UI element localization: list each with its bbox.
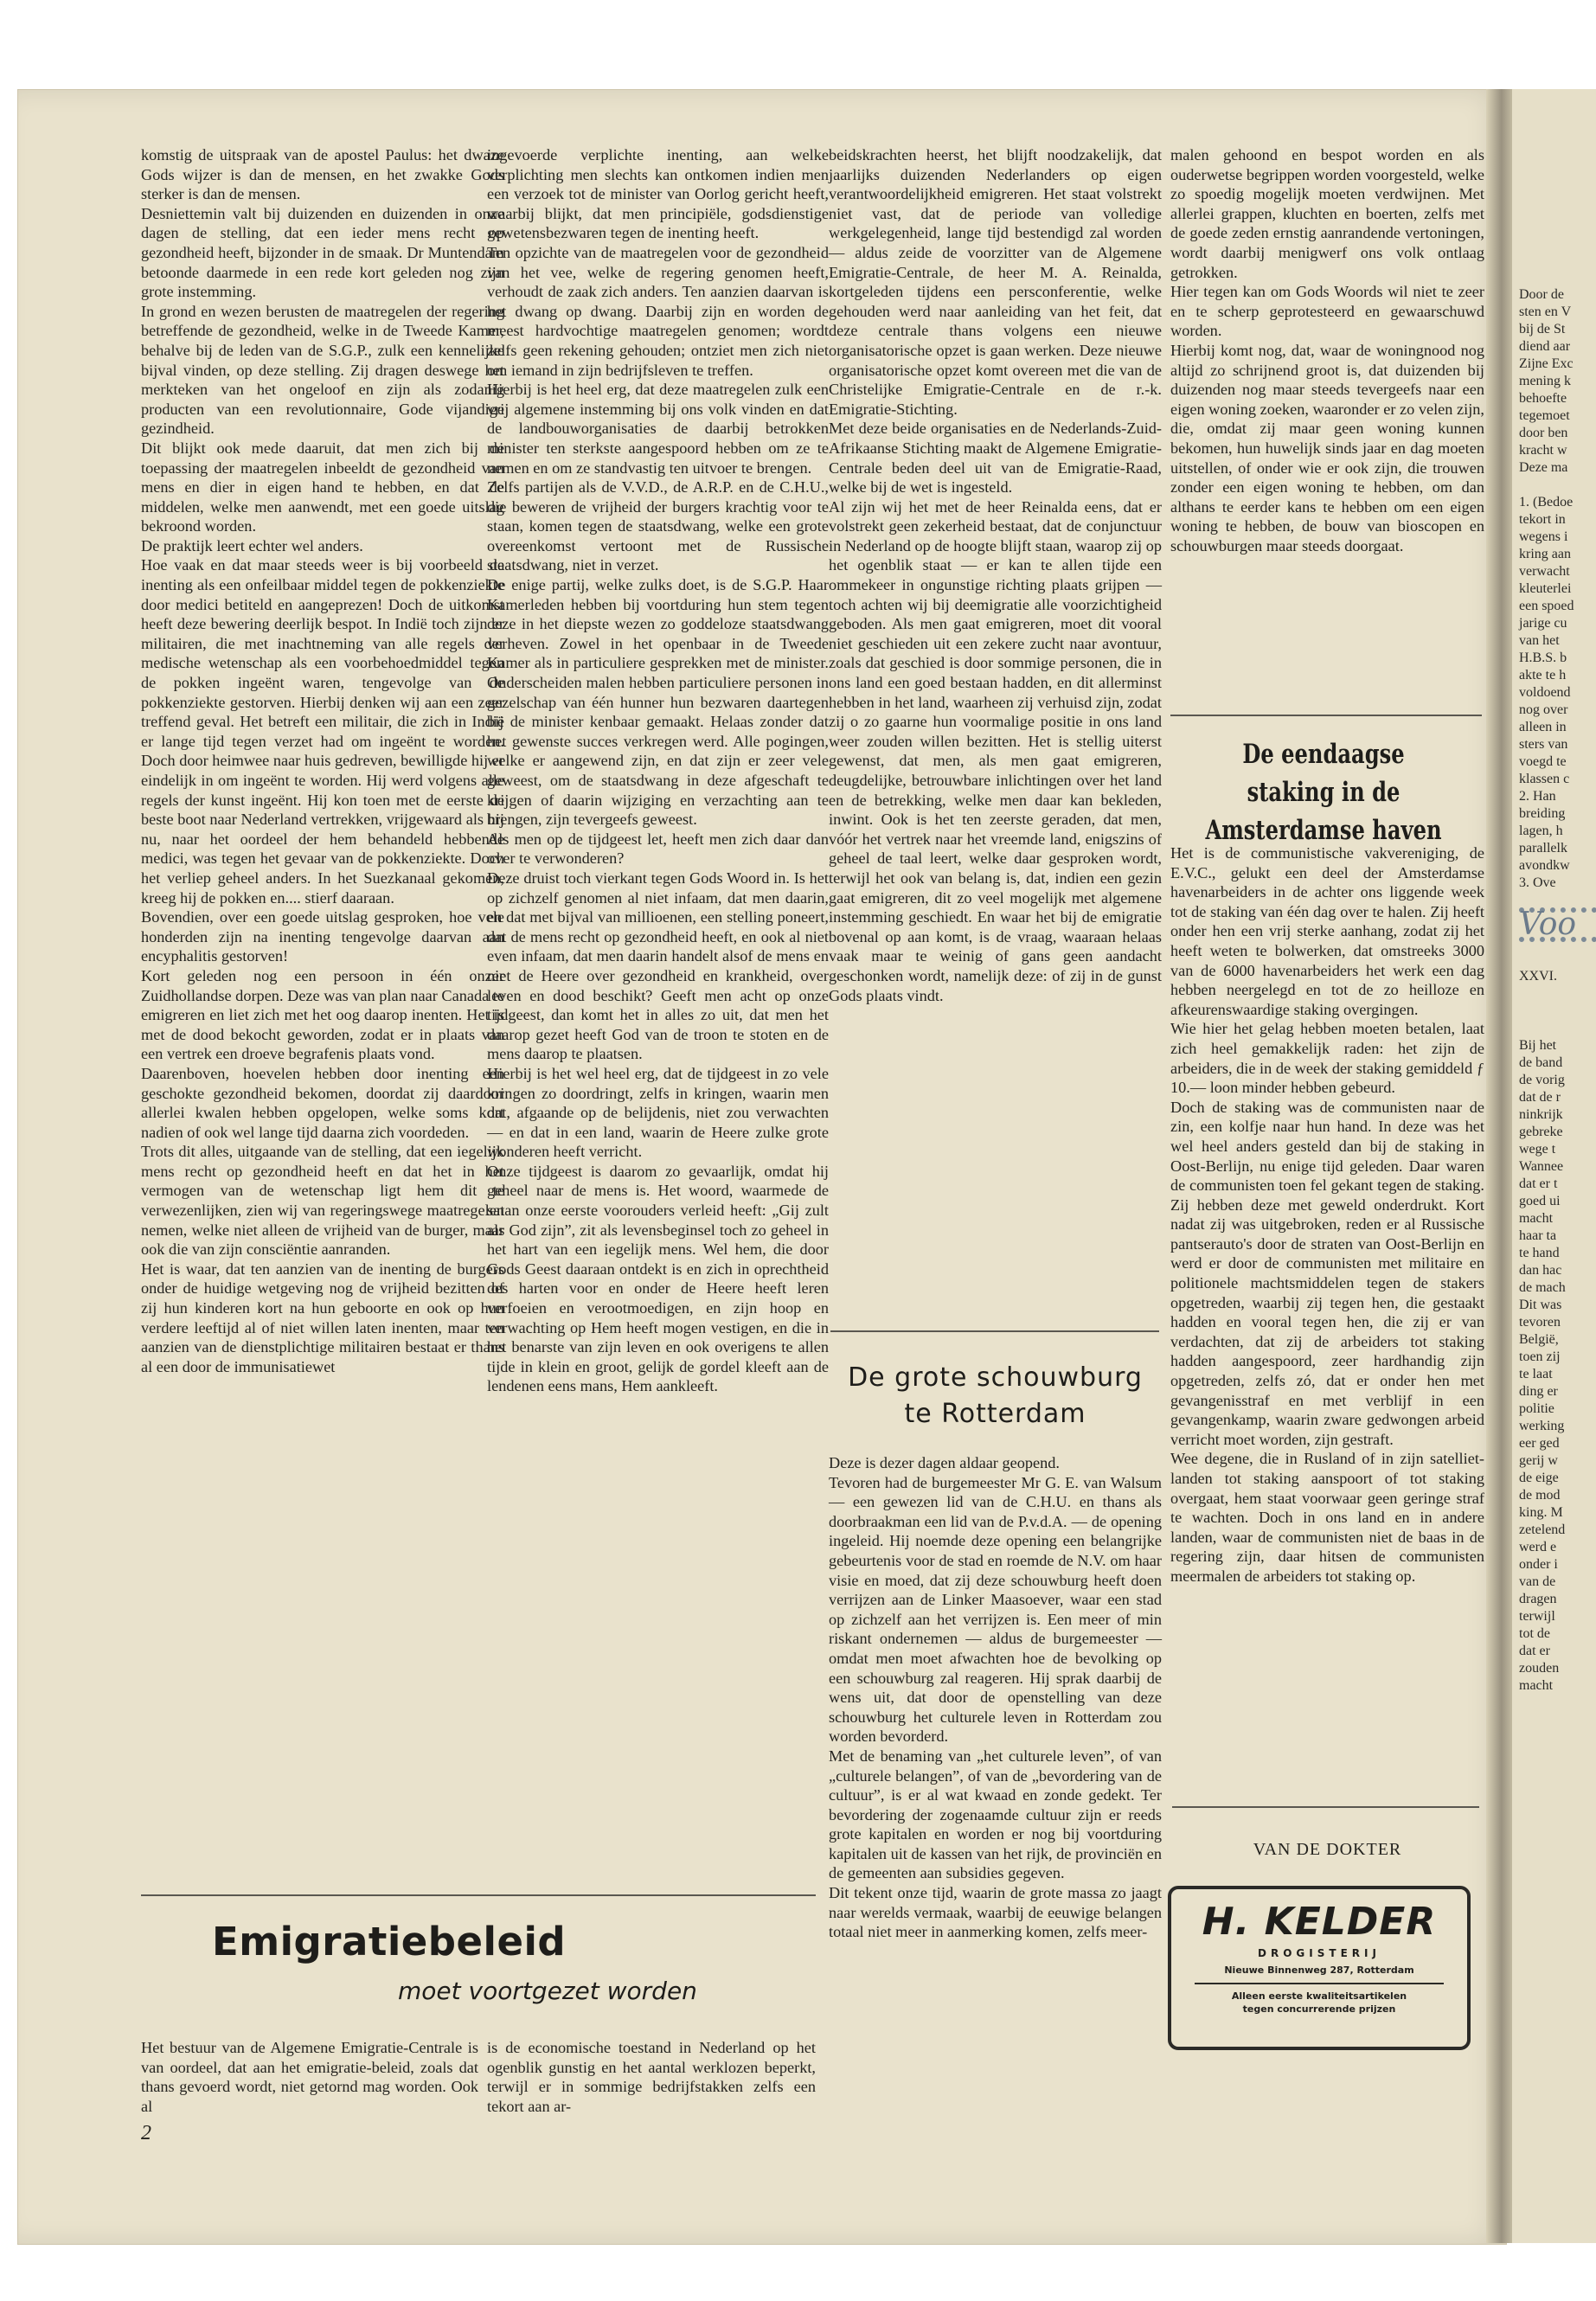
facing-page-line: de band: [1519, 1055, 1563, 1070]
headline-schouwburg: [829, 1360, 1162, 1433]
paragraph: Desniettemin valt bij duizenden en duizenden in onze dagen de stelling, dat een ieder mens recht op gezondheid heeft, bijzonder in de smaak. Dr Muntendam betoonde daarmede in een rede kort geleden nog zijn grote instemming.: [141, 204, 504, 301]
separator-rule: [830, 1330, 1159, 1332]
facing-page-line: klassen c: [1519, 772, 1570, 786]
facing-page-line: macht: [1519, 1211, 1554, 1226]
paragraph: Zelfs partijen als de V.V.D., de A.R.P. en de C.H.U., die beweren de vrijheid der burgers krachtig voor te staan, komen tegen de staatsdwang, welke een grote overeenkomst vertoont met de Russische staatsdwang, niet in verzet.: [487, 478, 829, 574]
facing-page-line: te laat: [1519, 1367, 1553, 1381]
facing-page-line: kring aan: [1519, 547, 1571, 561]
facing-page-line: Deze ma: [1519, 460, 1568, 475]
paragraph: Dit blijkt ook mede daaruit, dat men zich bij de toepassing der maatregelen inbeeldt de gezondheid van mens en dier in eigen hand te hebben, en dat de middelen, welke men aanwendt, met een goede uitslag bekroond worden.: [141, 439, 504, 535]
facing-page-line: 1. (Bedoe: [1519, 495, 1574, 510]
paragraph: Als men op de tijdgeest let, heeft men zich daar dan over te verwonderen?: [487, 830, 829, 868]
paragraph: Deze is dezer dagen aldaar geopend.: [829, 1454, 1060, 1471]
facing-page-line: Bij het: [1519, 1038, 1557, 1053]
facing-page-line: voldoend: [1519, 685, 1571, 700]
headline-line: De grote schouwburg: [848, 1362, 1143, 1393]
facing-page-line: van de: [1519, 1574, 1556, 1589]
facing-page-line: avondkw: [1519, 858, 1570, 873]
facing-page-line: de mach: [1519, 1280, 1566, 1295]
separator-rule: [141, 1894, 816, 1896]
paragraph: Deze druist toch vierkant tegen Gods Woord in. Is het op zichzelf genomen al niet infaam, dat men daarin, en dat met bijval van millioenen, een stelling poneert, dat de mens recht op gezondheid heeft, en ook al niet even infaam, dat men daarin handelt alsof de mens en niet de Heere over gezondheid en krankheid, over leven en dood beschikt? Geeft men acht op onze tijdgeest, dan komt het in alles zo uit, dat men het daarop gezet heeft God van de troon te stoten en de mens daarop te plaatsen.: [487, 868, 829, 1063]
column-4-staking: [1170, 843, 1484, 1586]
facing-page-line: behoefte: [1519, 391, 1567, 406]
paragraph: malen gehoond en bespot worden en als ouderwetse begrippen worden voorgesteld, welke zo spoedig mogelijk moeten verdwijnen. Met allerlei grappen, kluchten en boerten, zelfs met de goede zeden ernstig aanrandende vertoningen, wordt daarbij menigwerf ons volk ontlaag getrokken.: [1170, 146, 1484, 281]
headline-line: te Rotterdam: [904, 1399, 1086, 1429]
facing-page-line: verwacht: [1519, 564, 1570, 579]
facing-page-line: eer ged: [1519, 1436, 1560, 1451]
headline-subtitle: moet voortgezet worden: [398, 1977, 697, 2005]
facing-page-line: wege t: [1519, 1142, 1556, 1157]
facing-page-line: tekort in: [1519, 512, 1566, 527]
facing-page-line: de eige: [1519, 1471, 1559, 1485]
facing-page-line: sten en V: [1519, 304, 1572, 319]
facing-page-line: dragen: [1519, 1592, 1557, 1606]
facing-page-line: gerij w: [1519, 1453, 1558, 1468]
paragraph: Met de benaming van „het culturele leven”, of van „culturele belangen”, of van de „bevordering van de cultuur”, is er al wat kwaad en zonde gedekt. Ter bevordering der zogenaamde cultuur zijn er reeds grote kapitalen en worden er nog bij voortduring kapitalen uit de kassen van het rijk, de provinciën en de gemeenten aan subsidies gegeven.: [829, 1747, 1162, 1882]
facing-page-line: de vorig: [1519, 1073, 1565, 1087]
book-gutter: [1486, 89, 1514, 2243]
paragraph: De enige partij, welke zulks doet, is de S.G.P. Haar Kamerleden hebben bij voortduring hun stem tegen deze in het diepste wezen zo goddeloze staatsdwang verheven. Zowel in het openbaar in de Tweede Kamer als in particuliere gesprekken met de minister. Onderscheiden malen hebben particuliere personen in gezelschap van één hunner hun bezwaren daartegen bij de minister kenbaar gemaakt. Helaas zonder dat het gewenste succes verkregen werd. Alle pogingen, welke er aangewend zijn, en dat zijn er zeer vele geweest, om de staatsdwang in deze afgeschaft te krijgen of daarin wijziging en verzachting aan te brengen, zijn tevergeefs geweest.: [487, 576, 829, 829]
facing-page-line: toen zij: [1519, 1349, 1561, 1364]
facing-page-line: Wannee: [1519, 1159, 1564, 1174]
facing-page-line: werking: [1519, 1419, 1565, 1433]
paragraph: Doch de staking was de communisten naar de zin, een kolfje naar hun hand. In deze was het wel heel anders gesteld dan bij de staking in Oost-Berlijn, nu enige tijd geleden. Daar waren de communisten toen fel gekant tegen de staking. Zij hebben deze met geweld onderdrukt. Kort nadat zij was uitgebroken, reden er al Russische pantserauto's door de straten van Oost-Berlijn en werd er door de communisten met militaire en politionele machtsmiddelen tegen de stakers opgetreden, waarbij zij tegen hen, die gestaakt hadden en vooral tegen hen, die zij er van verdachten, dat zij de arbeiders tot staking hadden aangespoord, zeer hardhandig zijn opgetreden, zelfs zó, dat er onder hen met gevangenisstraf en met verblijf in een gevangenkamp, waarin zware gedwongen arbeid verricht moet worden, zijn gestraft.: [1170, 1098, 1484, 1448]
facing-page-line: dan hac: [1519, 1263, 1562, 1278]
facing-page-line: diend aar: [1519, 339, 1571, 354]
paragraph: Hoe vaak en dat maar steeds weer is bij voorbeeld de inenting als een onfeilbaar middel tegen de pokkenziekte door medici betiteld en aangeprezen! Doch de uitkomst heeft deze bewering deerlijk bespot. In Indië toch zijn er militairen, die met inachtneming van alle regels der medische wetenschap als een voorbehoedmiddel tegen de pokken ingeënt waren, tengevolge van de pokkenziekte gestorven. Hierbij denken wij aan een zeer treffend geval. Het betreft een militair, die zich in Indië er lange tijd tegen verzet had om ingeënt te worden. Doch door heimwee naar huis gedreven, bewilligde hij er eindelijk in om ingeënt te worden. Hij werd volgens alle regels der kunst ingeënt. Hij kon toen met de eerste de beste boot naar Nederland vertrekken, vrijgewaard als hij nu, naar het oordeel der hem behandeld hebbende medici, was tegen het gevaar van de pokkenziekte. Doch het verliep geheel anders. In het Suezkanaal gekomen, kreeg hij de pokken en.... stierf daaraan.: [141, 556, 504, 907]
paragraph: ingevoerde verplichte inenting, aan welke verplichting men slechts kan ontkomen indien men een verzoek tot de minister van Oorlog gericht heeft, waarbij blijkt, dat men principiële, godsdienstige gewetensbezwaren tegen de inenting heeft.: [487, 146, 829, 242]
paragraph: is de economische toestand in Nederland op het ogenblik gunstig en het aantal werklozen beperkt, terwijl er in sommige bedrijfstakken zelfs een tekort aan ar-: [487, 2039, 816, 2116]
paragraph: In grond en wezen berusten de maatregelen der regering betreffende de gezondheid, welke in de Tweede Kamer, behalve bij de leden van de S.G.P., zulk een kennelijke bijval vinden, op deze stelling. Zij dragen deswege het merkteken van het ongeloof en zijn als zodanig producten van een revolutionnaire, Gode vijandige gezindheid.: [141, 302, 504, 438]
facing-page-line: [1512, 477, 1596, 494]
paragraph: Kort geleden nog een persoon in één onzer Zuidhollandse dorpen. Deze was van plan naar Canada te emigreren en liet zich met het oog daarop inenten. Het is met de dood bekocht geworden, zodat er in plaats van een vertrek een droeve begrafenis plaats vond.: [141, 966, 504, 1063]
paragraph: komstig de uitspraak van de apostel Paulus: het dwaze Gods wijzer is dan de mensen, en het zwakke Gods sterker is dan de mensen.: [141, 146, 504, 203]
facing-page-line: gebreke: [1519, 1125, 1563, 1139]
facing-page-line: kracht w: [1519, 443, 1567, 458]
facing-page-line: te hand: [1519, 1246, 1560, 1260]
facing-page-line: voegd te: [1519, 754, 1567, 769]
facing-page-line: de mod: [1519, 1488, 1561, 1503]
paragraph: Onze tijdgeest is daarom zo gevaarlijk, omdat hij geheel naar de mens is. Het woord, waarmede de satan onze eerste voorouders verleid heeft: „Gij zult als God zijn”, zit als levensbeginsel toch zo geheel in het hart van een iegelijk mens. Wel hem, die door Gods Geest daaraan ontdekt is en zich in oprechtheid des harten voor en onder de Heere heeft leren verfoeien en verootmoedigen, en zijn hoop en verwachting op Hem heeft mogen vestigen, en die in het benarste van zijn leven en ook overigens te allen tijde in klein en groot, gelijk de gordel kleeft aan de lendenen eens mans, Hem aankleeft.: [487, 1162, 829, 1395]
facing-page-line: tegemoet: [1519, 408, 1570, 423]
facing-page-line: breiding: [1519, 806, 1566, 821]
facing-page-line: werd e: [1519, 1540, 1557, 1554]
paragraph: Het bestuur van de Algemene Emigratie-Centrale is van oordeel, dat aan het emigratie-beleid, zoals dat thans gevoerd wordt, niet getornd mag worden. Ook al: [141, 2039, 478, 2116]
paragraph: Met deze beide organisaties en de Nederlands-Zuid-Afrikaanse Stichting maakt de Algemene Emigratie-Centrale beden deel uit van de Emigratie-Raad, welke bij de wet is ingesteld.: [829, 420, 1162, 497]
facing-page-line: dat er: [1519, 1644, 1550, 1658]
facing-page-line: parallelk: [1519, 841, 1567, 856]
facing-page-line: dat de r: [1519, 1090, 1561, 1105]
ad-slogan-2: tegen concurrerende prijzen: [1242, 2003, 1396, 2015]
paragraph: Tevoren had de burgemeester Mr G. E. van Walsum — een gewezen lid van de C.H.U. en thans als doorbraakman een lid van de P.v.d.A. — de opening ingeleid. Hij noemde deze opening een belangrijke gebeurtenis voor de stad en roemde de N.V. om haar visie en moed, dat zij deze schouwburg heeft doen verrijzen aan de Linker Maasoever, waar een stad op zichzelf aan het verrijzen is. Een meer of min riskant ondernemen — aldus de burgemeester — omdat men moet afwachten hoe de bevolking op een schouwburg zal reageren. Hij sprak daarbij de wens uit, dat door de openstelling van deze schouwburg het culturele leven in Rotterdam zou worden bevorderd.: [829, 1473, 1162, 1746]
paragraph: Wee degene, die in Rusland of in zijn satelliet-landen tot staking aanspoort of tot staking overgaat, hem staat voorwaar geen geringe straf te wachten. Doch in ons land en in andere landen, waar de communisten niet de baas in de regering zijn, daar hitsen de communisten meermalen de arbeiders tot staking op.: [1170, 1450, 1484, 1585]
ad-divider: [1195, 1983, 1443, 1984]
facing-page-line: onder i: [1519, 1557, 1558, 1572]
facing-page-line: jarige cu: [1519, 616, 1567, 631]
paragraph: Wie hier het gelag hebben moeten betalen, laat zich heel gemakkelijk raden: het zijn de arbeiders, die in de week der staking gemiddeld ƒ 10.— loon minder hebben gebeurd.: [1170, 1020, 1484, 1097]
paragraph: Hier tegen kan om Gods Woords wil niet te zeer en te scherp geprotesteerd en gewaarschuwd worden.: [1170, 283, 1484, 340]
facing-page-line: België,: [1519, 1332, 1559, 1347]
facing-page-line: H.B.S. b: [1519, 651, 1567, 665]
van-de-dokter-header: VAN DE DOKTER: [1253, 1840, 1402, 1859]
column-4: [1170, 145, 1484, 555]
facing-page-line: ninkrijk: [1519, 1107, 1563, 1122]
ad-address: Nieuwe Binnenweg 287, Rotterdam: [1224, 1965, 1414, 1976]
column-3-schouwburg: [829, 1453, 1162, 1942]
facing-page-line: kleuterlei: [1519, 581, 1572, 596]
facing-page-line: bij de St: [1519, 322, 1566, 336]
facing-page-line: sters van: [1519, 737, 1568, 752]
facing-page-line: tot de: [1519, 1626, 1550, 1641]
facing-page-line: mening k: [1519, 374, 1571, 388]
facing-page-line: alleen in: [1519, 720, 1567, 734]
paragraph: Trots dit alles, uitgaande van de stelling, dat een iegelijk mens recht op gezondheid heeft en dat het in het vermogen van de wetenschap ligt hem dit te verwezenlijken, zien wij van regeringswege maatregelen nemen, welke niet alleen de vrijheid van de burger, maar ook die van zijn consciëntie aanranden.: [141, 1143, 504, 1259]
headline-line: Amsterdamse haven: [1205, 815, 1442, 846]
facing-page-line: ding er: [1519, 1384, 1558, 1399]
paragraph: Het is de communistische vakvereniging, de E.V.C., gelukt een deel der Amsterdamse havenarbeiders in de achter ons liggende week tot de staking van één dag over te halen. Zij heeft onder hen een vrij sterke aanhang, zodat zij het heeft weten te bolwerken, dat omstreeks 3000 van de 6000 havenarbeiders het werk een dag hebben neergelegd en tot de zo heilloze en afkeurenswaardige staking overgingen.: [1170, 844, 1484, 1018]
paragraph: Ten opzichte van de maatregelen voor de gezondheid van het vee, welke de regering genomen heeft, verhoudt de zaak zich anders. Ten aanzien daarvan is het dwang op dwang. Daarbij zijn en worden de meest hardvochtige maatregelen genomen; wordt zelfs geen rekening gehouden; ontziet men zich niet om iemand in zijn bedrijfsleven te treffen.: [487, 243, 829, 379]
facing-page-line: zouden: [1519, 1661, 1560, 1676]
facing-page-line: 3. Ove: [1519, 875, 1556, 890]
facing-page-line: van het: [1519, 633, 1560, 648]
paragraph: Hierbij is het wel heel erg, dat de tijdgeest in zo vele kringen zo doordringt, zelfs in kringen, waarin men dat, afgaande op de belijdenis, niet zou verwachten — en dat in een land, waarin de Heere zulke grote wonderen heeft verricht.: [487, 1064, 829, 1161]
facing-page-text-bottom: [1512, 1037, 1596, 1695]
facing-page-line: macht: [1519, 1678, 1554, 1693]
paragraph: Al zijn wij het met de heer Reinalda eens, dat er volstrekt geen zekerheid bestaat, dat de conjunctuur in Nederland op de hoogte blijft staan, waarop zij op het ogenblik staat — er kan te allen tijde een ommekeer in ongunstige richting plaats grijpen — toch achten wij bij deemigratie alle voorzichtigheid geboden. Als men gaat emigreren, moet dit vooral niet geschieden uit een zekere zucht naar avontuur, zoals dat geschied is door sommige personen, die in ons land een goed bestaan hadden, en dit allerminst hebben in het land, waarheen zij verhuisd zijn, zodat zij o zo gaarne hun voormalige positie in ons land weer zouden willen bezitten. Het is stellig uiterst gewenst, dat men, als men gaat emigreren, deugdelijke, betrouwbare inlichtingen over het land en de betrekking, welke men daar kan bekleden, inwint. Ook is het ten zeerste geraden, dat men, vóór het vertrek naar het vreemde land, enigszins of geheel de taal leert, welke daar gesproken wordt, terwijl het ook van belang is, dat, indien een gezin gaat emigreren, dit zo veel mogelijk met algemene instemming geschiedt. En waar het bij de emigratie bovenal op aan komt, is de vraag, waaraan helaas vaak maar te weinig of gans geen aandacht geschonken wordt, namelijk deze: of zij in de gunst Gods plaats vindt.: [829, 497, 1162, 1004]
facing-page-line: politie: [1519, 1401, 1554, 1416]
facing-page-line: haar ta: [1519, 1228, 1557, 1243]
facing-page-line: Zijne Exc: [1519, 356, 1574, 371]
facing-page-line: king. M: [1519, 1505, 1563, 1520]
facing-page-line: akte te h: [1519, 668, 1567, 683]
column-1: [141, 145, 504, 1376]
headline-staking: [1199, 735, 1449, 849]
emigratie-column-a: [141, 2022, 478, 2132]
facing-page-line: zetelend: [1519, 1522, 1566, 1537]
paragraph: De praktijk leert echter wel anders.: [141, 536, 363, 554]
facing-page-line: lagen, h: [1519, 824, 1563, 838]
facing-page-edge: [1512, 89, 1596, 2243]
paragraph: beidskrachten heerst, het blijft noodzakelijk, dat jaarlijks duizenden Nederlanders op eigen verantwoordelijkheid emigreren. Het staat volstrekt niet vast, dat de periode van volledige werkgelegenheid, lange tijd bestendigd zal worden — aldus zeide de voorzitter van de Algemene Emigratie-Centrale, de heer M. A. Reinalda, kortgeleden tijdens een persconferentie, welke gehouden werd naar aanleiding van het feit, dat deze centrale thans volgens een nieuwe organisatorische opzet is gaan werken. Deze nieuwe organisatorische opzet komt overeen met die van de Christelijke Emigratie-Centrale en de r.-k. Emigratie-Stichting.: [829, 146, 1162, 418]
facing-page-text-top: [1512, 286, 1596, 892]
advertisement-kelder: [1168, 1886, 1471, 2050]
facing-page-line: goed ui: [1519, 1194, 1561, 1208]
facing-page-line: door ben: [1519, 426, 1568, 440]
facing-page-line: een spoed: [1519, 599, 1574, 613]
paragraph: Bovendien, over een goede uitslag gesproken, hoe vele honderden zijn na inenting tengevolge daarvan aan encyphalitis gestorven!: [141, 908, 504, 965]
ad-name: H. KELDER: [1202, 1900, 1437, 1944]
facing-page-line: tevoren: [1519, 1315, 1561, 1330]
facing-page-line: terwijl: [1519, 1609, 1555, 1624]
separator-rule: [1170, 715, 1482, 716]
headline-line: De eendaagse staking in de: [1242, 739, 1405, 808]
separator-rule: [1172, 1806, 1479, 1808]
paragraph: Hierbij komt nog, dat, waar de woningnood nog altijd zo schrijnend groot is, dat duizenden bij duizenden nog maar steeds tevergeefs naar een eigen woning zoeken, waaronder er zo velen zijn, die, omdat zij maar geen woning kunnen bekomen, hun huwelijk sinds jaar en dag moeten uitstellen, of onder wie er ook zijn, die trouwen zonder een eigen woning te hebben, om dan althans te eerder kans te hebben om een eigen woning te hebben, de bouw van bioscopen en schouwburgen maar steeds doorgaat.: [1170, 341, 1484, 554]
column-2: [487, 145, 829, 1396]
headline-emigratiebeleid: Emigratiebeleid: [212, 1919, 567, 1965]
facing-page-roman: XXVI.: [1519, 969, 1557, 984]
facing-page-line: wegens i: [1519, 529, 1568, 544]
paragraph: Het is waar, dat ten aanzien van de inenting de burgers onder de huidige wetgeving nog de vrijheid bezitten of zij hun kinderen kort na hun geboorte en ook op hun verdere leeftijd al of niet willen laten inenten, maar ten aanzien van de dienstplichtige militairen bestaat er thans al een door de immunisatiewet: [141, 1259, 504, 1375]
facing-page-line: dat er t: [1519, 1176, 1558, 1191]
facing-page-heading: Voo: [1519, 907, 1577, 942]
paragraph: Dit tekent onze tijd, waarin de grote massa zo jaagt naar werelds vermaak, waarbij de eeuwige belangen totaal niet meer in aanmerking komen, zelfs meer-: [829, 1884, 1162, 1941]
paragraph: Hierbij is het heel erg, dat deze maatregelen zulk een vrij algemene instemming bij ons volk vinden en dat de landbouworganisaties de daarbij betrokken minister ten sterkste aangespoord hebben om ze te nemen en om ze standvastig ten uitvoer te brengen.: [487, 381, 829, 477]
paragraph: Daarenboven, hoevelen hebben door inenting een geschokte gezondheid bekomen, doordat zij daardoor allerlei kwalen hebben opgelopen, welke soms kort nadien of ook wel lange tijd daarna zich voordeden.: [141, 1064, 504, 1141]
ad-trade: DROGISTERIJ: [1258, 1947, 1381, 1959]
ad-slogan-1: Alleen eerste kwaliteitsartikelen: [1231, 1990, 1407, 2002]
page-number: 2: [141, 2122, 151, 2144]
facing-page-line: nog over: [1519, 702, 1568, 717]
facing-page-line: 2. Han: [1519, 789, 1556, 804]
column-3: [829, 145, 1162, 1005]
facing-page-line: Dit was: [1519, 1298, 1562, 1312]
emigratie-column-b: [487, 2022, 816, 2132]
facing-page-line: Door de: [1519, 287, 1564, 302]
